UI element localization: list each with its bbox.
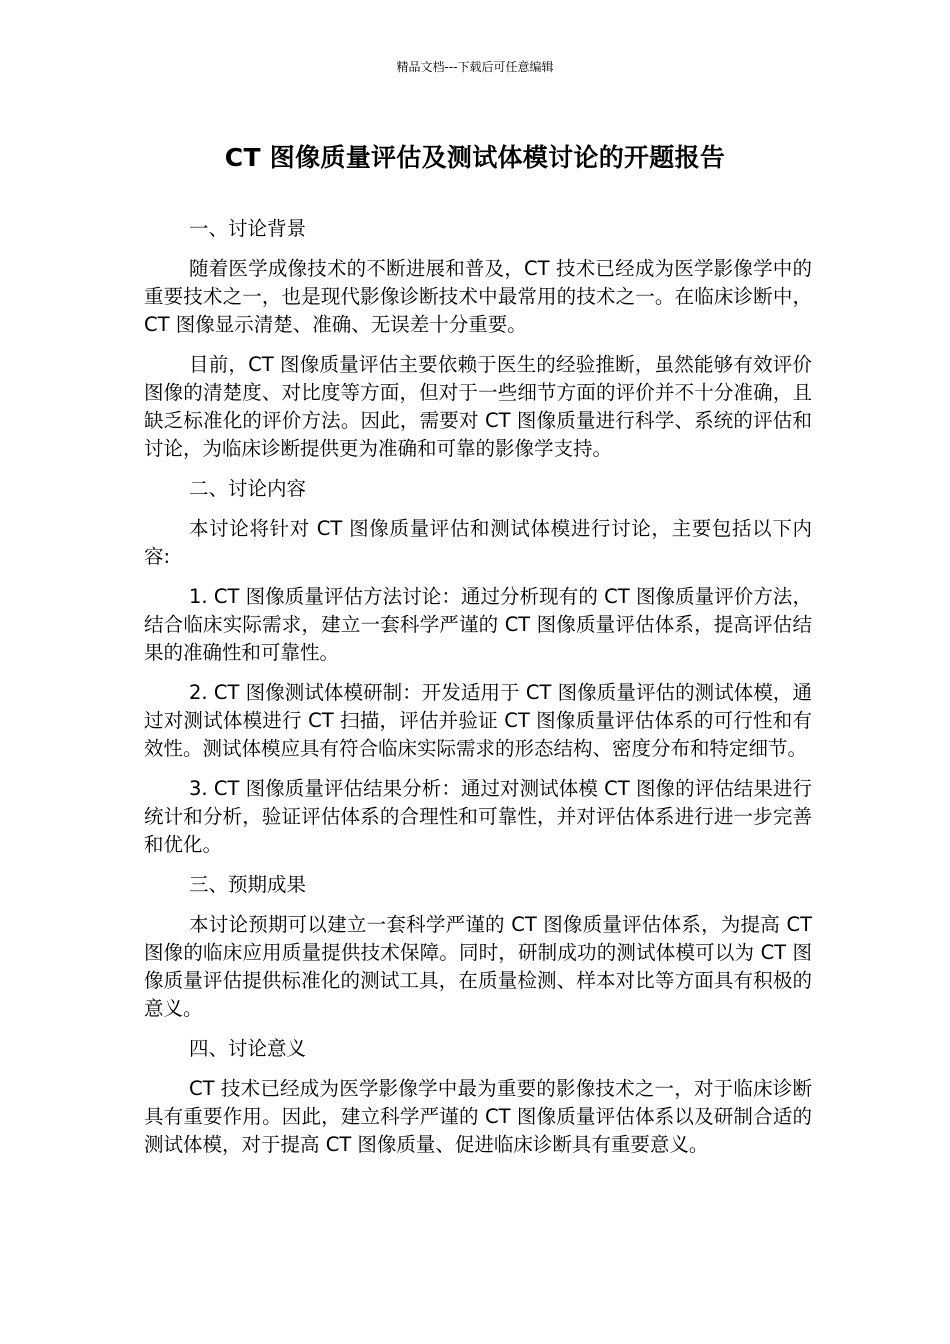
section-content	[144, 475, 812, 859]
document-body	[144, 215, 812, 1171]
paragraph: CT 技术已经成为医学影像学中最为重要的影像技术之一，对于临床诊断具有重要作用。因此，建立科学严谨的 CT 图像质量评估体系以及研制合适的测试体模，对于提高 CT 图像质量、促进临床诊断具有重要意义。	[144, 1077, 812, 1156]
paragraph: 随着医学成像技术的不断进展和普及，CT 技术已经成为医学影像学中的重要技术之一，也是现代影像诊断技术中最常用的技术之一。在临床诊断中，CT 图像显示清楚、准确、无误差十分重要。	[144, 257, 812, 336]
section-significance	[144, 1035, 812, 1159]
paragraph: 目前，CT 图像质量评估主要依赖于医生的经验推断，虽然能够有效评价图像的清楚度、对比度等方面，但对于一些细节方面的评价并不十分准确，且缺乏标准化的评价方法。因此，需要对 CT 图像质量进行科学、系统的评估和讨论，为临床诊断提供更为准确和可靠的影像学支持。	[144, 353, 812, 460]
list-item: 2. CT 图像测试体模研制：开发适用于 CT 图像质量评估的测试体模，通过对测试体模进行 CT 扫描，评估并验证 CT 图像质量评估体系的可行性和有效性。测试体模应具有符合临床实际需求的形态结构、密度分布和特定细节。	[144, 681, 812, 760]
paragraph: 本讨论将针对 CT 图像质量评估和测试体模进行讨论，主要包括以下内容:	[144, 517, 812, 568]
section-heading: 二、讨论内容	[189, 477, 307, 500]
list-item: 1. CT 图像质量评估方法讨论：通过分析现有的 CT 图像质量评价方法，结合临床实际需求，建立一套科学严谨的 CT 图像质量评估体系，提高评估结果的准确性和可靠性。	[144, 585, 812, 664]
page-header: 精品文档---下载后可任意编辑	[396, 60, 554, 74]
list-item: 3. CT 图像质量评估结果分析：通过对测试体模 CT 图像的评估结果进行统计和分析，验证评估体系的合理性和可靠性，并对评估体系进行进一步完善和优化。	[144, 777, 812, 856]
paragraph: 本讨论预期可以建立一套科学严谨的 CT 图像质量评估体系，为提高 CT 图像的临床应用质量提供技术保障。同时，研制成功的测试体模可以为 CT 图像质量评估提供标准化的测试工具，在质量检测、样本对比等方面具有积极的意义。	[144, 913, 812, 1020]
section-heading: 一、讨论背景	[189, 217, 307, 240]
section-background	[144, 215, 812, 463]
section-heading: 三、预期成果	[189, 873, 307, 896]
section-heading: 四、讨论意义	[189, 1037, 307, 1060]
document-title: CT 图像质量评估及测试体模讨论的开题报告	[224, 143, 726, 172]
section-expected-results	[144, 871, 812, 1023]
